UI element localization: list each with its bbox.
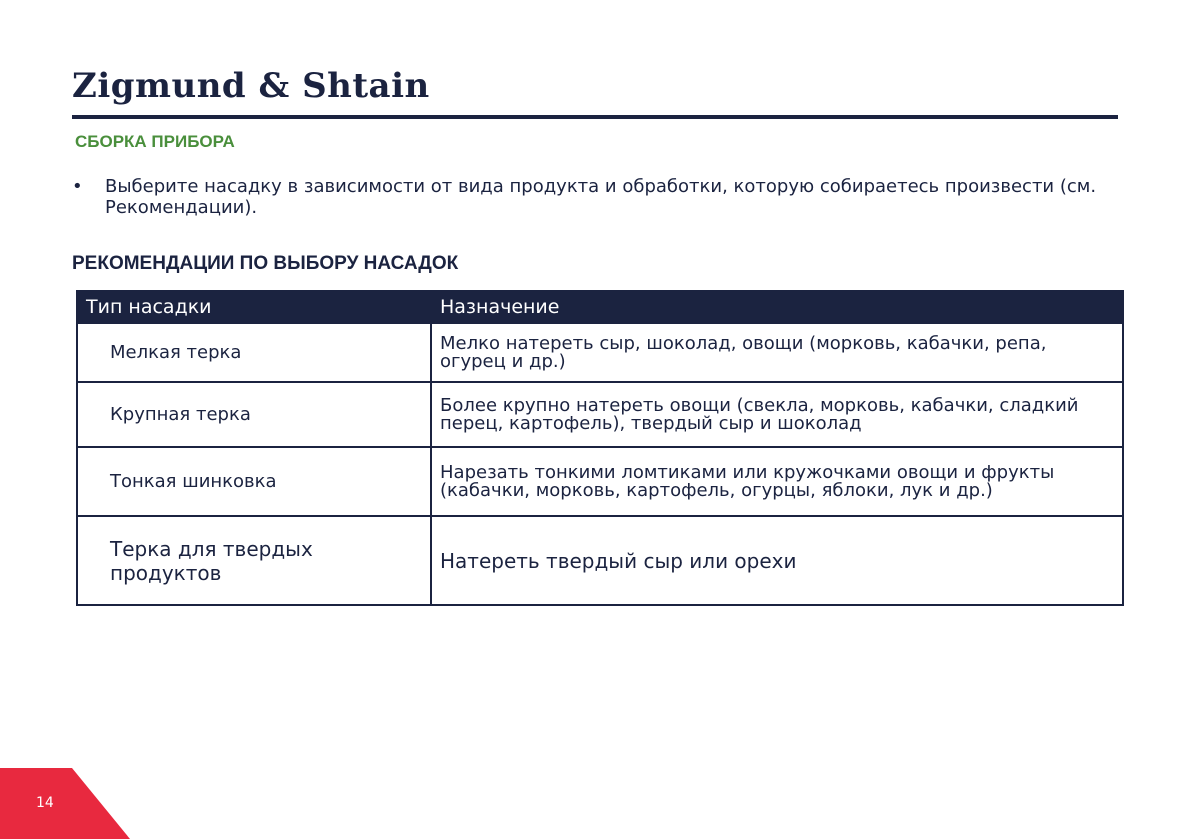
attachment-purpose: Более крупно натереть овощи (свекла, морковь, кабачки, сладкий перец, картофель), твердый сыр и шоколад [431, 382, 1123, 447]
page-corner-decoration [0, 768, 130, 839]
table-row [77, 382, 1123, 447]
table-header-row [77, 291, 1123, 323]
table-row [77, 516, 1123, 605]
column-header-purpose: Назначение [431, 291, 1123, 323]
recommendations-table [76, 290, 1124, 606]
recommendations-title: РЕКОМЕНДАЦИИ ПО ВЫБОРУ НАСАДОК [72, 253, 459, 274]
attachment-type: Крупная терка [77, 382, 431, 447]
section-title: СБОРКА ПРИБОРА [75, 132, 235, 151]
header-divider [72, 115, 1118, 119]
page-number: 14 [36, 795, 54, 811]
attachment-type: Терка для твердых продуктов [77, 516, 431, 605]
table-row [77, 323, 1123, 382]
brand-logo: Zigmund & Shtain [72, 66, 430, 106]
bullet-text: Выберите насадку в зависимости от вида продукта и обработки, которую собираетесь произвести (см. Рекомендации). [105, 176, 1097, 218]
bullet-marker: • [72, 176, 83, 197]
column-header-type: Тип насадки [77, 291, 431, 323]
attachment-type: Тонкая шинковка [77, 447, 431, 516]
attachment-purpose: Нарезать тонкими ломтиками или кружочками овощи и фрукты (кабачки, морковь, картофель, огурцы, яблоки, лук и др.) [431, 447, 1123, 516]
table-row [77, 447, 1123, 516]
attachment-type: Мелкая терка [77, 323, 431, 382]
attachment-purpose: Мелко натереть сыр, шоколад, овощи (морковь, кабачки, репа, огурец и др.) [431, 323, 1123, 382]
attachment-purpose: Натереть твердый сыр или орехи [431, 516, 1123, 605]
